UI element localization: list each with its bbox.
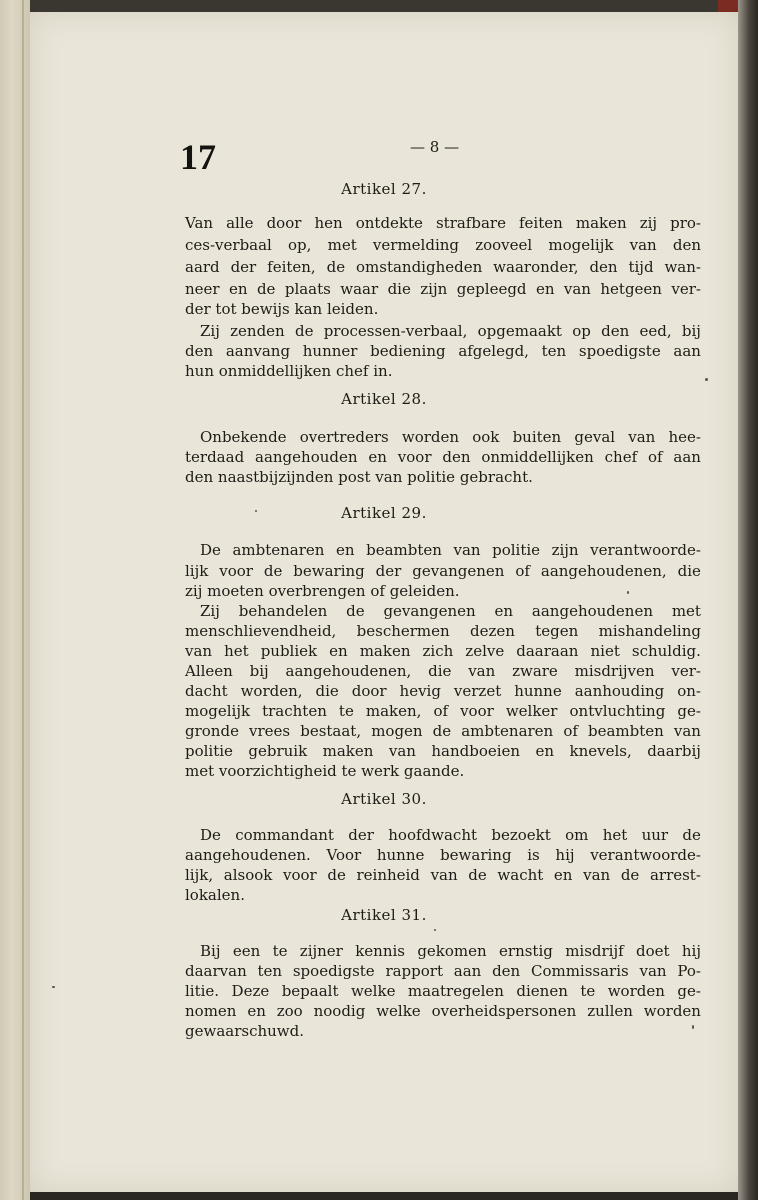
- text-line: De ambtenaren en beambten van politie zijn verantwoorde-: [200, 541, 701, 559]
- text-line: daarvan ten spoedigste rapport aan den Commissaris van Po-: [185, 962, 701, 980]
- text-line: terdaad aangehouden en voor den onmiddellijken chef of aan: [185, 448, 701, 466]
- text-line: lijk, alsook voor de reinheid van de wacht en van de arrest-: [185, 866, 701, 884]
- paper-speck: [255, 510, 257, 512]
- text-line: met voorzichtigheid te werk gaande.: [185, 762, 465, 780]
- text-line: menschlievendheid, beschermen dezen tegen mishandeling: [185, 622, 701, 640]
- text-line: litie. Deze bepaalt welke maatregelen dienen te worden ge-: [185, 982, 701, 1000]
- paper-speck: [705, 378, 708, 381]
- text-line: nomen en zoo noodig welke overheidspersonen zullen worden: [185, 1002, 701, 1020]
- text-line: den naastbijzijnden post van politie gebracht.: [185, 468, 533, 486]
- text-line: zij moeten overbrengen of geleiden.: [185, 582, 460, 600]
- article-heading: Artikel 30.: [341, 790, 427, 808]
- text-line: der tot bewijs kan leiden.: [185, 300, 379, 318]
- text-line: gronde vrees bestaat, mogen de ambtenaren of beambten van: [185, 722, 701, 740]
- text-line: lijk voor de bewaring der gevangenen of aangehoudenen, die: [185, 562, 701, 580]
- paper-speck: [627, 591, 629, 594]
- text-line: Van alle door hen ontdekte strafbare feiten maken zij pro-: [185, 214, 701, 232]
- text-line: neer en de plaats waar die zijn gepleegd en van hetgeen ver-: [185, 280, 701, 298]
- text-line: Bij een te zijner kennis gekomen ernstig misdrijf doet hij: [200, 942, 701, 960]
- book-spine-margin: [0, 0, 30, 1200]
- text-line: politie gebruik maken van handboeien en knevels, daarbij: [185, 742, 701, 760]
- text-line: Zij zenden de processen-verbaal, opgemaakt op den eed, bij: [200, 322, 701, 340]
- text-line: aangehoudenen. Voor hunne bewaring is hij verantwoorde-: [185, 846, 701, 864]
- text-line: gewaarschuwd.: [185, 1022, 305, 1040]
- article-heading: Artikel 29.: [341, 504, 427, 522]
- article-heading: Artikel 31.: [341, 906, 427, 924]
- article-heading: Artikel 28.: [341, 390, 427, 408]
- paper-speck: [434, 929, 436, 931]
- spine-fold-line: [22, 0, 24, 1200]
- text-line: mogelijk trachten te maken, of voor welker ontvluchting ge-: [185, 702, 701, 720]
- text-line: dacht worden, die door hevig verzet hunne aanhouding on-: [185, 682, 701, 700]
- text-line: hun onmiddellijken chef in.: [185, 362, 393, 380]
- article-heading: Artikel 27.: [341, 180, 427, 198]
- paper-speck: [692, 1025, 694, 1029]
- text-line: Zij behandelen de gevangenen en aangehoudenen met: [200, 602, 701, 620]
- text-line: van het publiek en maken zich zelve daaraan niet schuldig.: [185, 642, 701, 660]
- book-right-edge: [738, 0, 758, 1200]
- text-line: Alleen bij aangehoudenen, die van zware misdrijven ver-: [185, 662, 701, 680]
- page-number: 17: [180, 137, 216, 177]
- text-line: De commandant der hoofdwacht bezoekt om het uur de: [200, 826, 701, 844]
- text-line: den aanvang hunner bediening afgelegd, ten spoedigste aan: [185, 342, 701, 360]
- text-line: aard der feiten, de omstandigheden waaronder, den tijd wan-: [185, 258, 701, 276]
- paper-speck: [52, 986, 55, 988]
- book-top-edge: [30, 0, 758, 12]
- running-page-number: — 8 —: [410, 138, 460, 156]
- text-line: ces-verbaal op, met vermelding zooveel mogelijk van den: [185, 236, 701, 254]
- text-line: Onbekende overtreders worden ook buiten geval van hee-: [200, 428, 701, 446]
- text-line: lokalen.: [185, 886, 245, 904]
